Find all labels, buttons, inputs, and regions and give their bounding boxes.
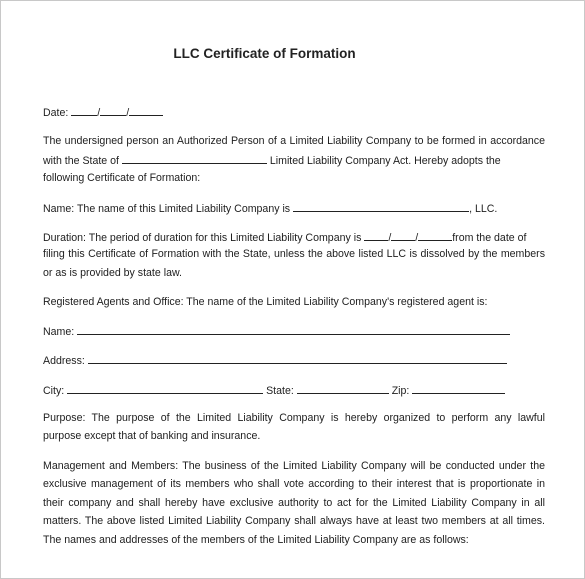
- management-line-3: their company and shall hereby have exclusive authority to act for the Limited Liability Company in all: [43, 497, 545, 509]
- agent-address-line: [43, 353, 507, 368]
- llc-suffix: , LLC.: [469, 203, 498, 215]
- agent-city-field[interactable]: [67, 383, 263, 394]
- management-line-4: matters. The above listed Limited Liability Company shall always have at least two members at all times.: [43, 515, 545, 527]
- intro-line-2: [43, 153, 545, 168]
- agent-state-field[interactable]: [297, 383, 389, 394]
- intro-act-text: Limited Liability Company Act. Hereby adopts the: [269, 155, 501, 167]
- agent-zip-field[interactable]: [412, 383, 505, 394]
- duration-year-field[interactable]: [418, 230, 452, 241]
- agent-address-field[interactable]: [88, 353, 507, 364]
- intro-line-1: The undersigned person an Authorized Person of a Limited Liability Company to be formed in accordance: [43, 135, 545, 147]
- purpose-line-2: purpose except that of banking and insurance.: [43, 430, 261, 442]
- agent-state-label: State:: [266, 385, 294, 397]
- date-day-field[interactable]: [100, 105, 126, 116]
- name-clause-line: [43, 201, 497, 216]
- duration-day-field[interactable]: [391, 230, 415, 241]
- intro-state-text: with the State of: [43, 155, 119, 167]
- agent-address-label: Address:: [43, 355, 85, 367]
- agent-zip-label: Zip:: [391, 385, 410, 397]
- purpose-line-1: Purpose: The purpose of the Limited Liability Company is hereby organized to perform any lawful: [43, 412, 545, 424]
- date-line: Date: / /: [43, 105, 163, 120]
- date-label: Date:: [43, 107, 69, 119]
- agent-name-label: Name:: [43, 326, 75, 338]
- agent-city-label: City:: [43, 385, 65, 397]
- intro-line-3: following Certificate of Formation:: [43, 172, 201, 184]
- duration-line-3: or as is provided by state law.: [43, 267, 182, 279]
- registered-agents-heading: Registered Agents and Office: The name of the Limited Liability Company's registered agent is:: [43, 296, 488, 308]
- state-act-field[interactable]: [122, 153, 267, 164]
- duration-month-field[interactable]: [364, 230, 388, 241]
- management-line-1: Management and Members: The business of the Limited Liability Company will be conducted under the: [43, 460, 545, 472]
- duration-from-text: from the date of: [452, 232, 527, 244]
- duration-line-2: filing this Certificate of Formation with the State, unless the above listed LLC is dissolved by the members: [43, 248, 545, 260]
- duration-text: Duration: The period of duration for this Limited Liability Company is: [43, 232, 362, 244]
- agent-city-line: [43, 383, 505, 398]
- duration-line-1: Duration: The period of duration for this Limited Liability Company is / / from the date of: [43, 232, 527, 244]
- document-title: LLC Certificate of Formation: [173, 46, 356, 61]
- llc-name-field[interactable]: [293, 201, 469, 212]
- agent-name-line: [43, 324, 510, 339]
- date-year-field[interactable]: [129, 105, 163, 116]
- date-month-field[interactable]: [71, 105, 97, 116]
- management-line-2: exclusive management of its members who shall vote according to their interest that is proportionate in: [43, 478, 545, 490]
- agent-name-field[interactable]: [77, 324, 510, 335]
- management-line-5: The names and addresses of the members of the Limited Liability Company are as follows:: [43, 534, 469, 546]
- name-clause-text: Name: The name of this Limited Liability Company is: [43, 203, 291, 215]
